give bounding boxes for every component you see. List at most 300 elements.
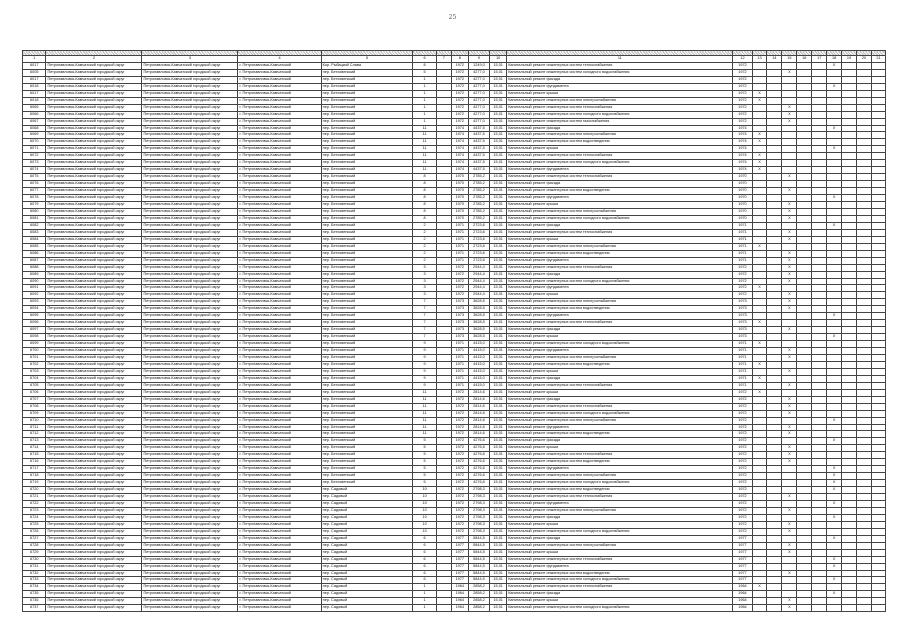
cell-m2: Х [782, 570, 797, 577]
cell-district: Петропавловск-Камчатский городской округ [142, 507, 238, 514]
cell-city: г. Петропавловск-Камчатский [238, 285, 321, 292]
cell-empty [857, 584, 872, 591]
cell-m1 [752, 507, 767, 514]
cell-empty [797, 215, 812, 222]
cell-house: 11 [413, 389, 436, 396]
cell-district: Петропавловск-Камчатский городской округ [142, 417, 238, 424]
cell-region: Петропавловск-Камчатский городской округ [46, 271, 142, 278]
cell-district: Петропавловск-Камчатский городской округ [142, 215, 238, 222]
cell-rate: 15,01 [490, 76, 507, 83]
cell-empty [767, 97, 782, 104]
cell-empty [436, 417, 451, 424]
cell-rate: 15,01 [490, 104, 507, 111]
cell-empty [812, 243, 827, 250]
cell-empty [857, 334, 872, 341]
cell-empty [767, 146, 782, 153]
cell-plan: 1972 [733, 521, 752, 528]
cell-empty [797, 90, 812, 97]
cell-district: Петропавловск-Камчатский городской округ [142, 125, 238, 132]
cell-rate: 15,01 [490, 354, 507, 361]
cell-year: 1972 [451, 501, 468, 508]
cell-work: Капитальный ремонт инженерных систем электроснабжения [507, 208, 733, 215]
cell-empty [871, 160, 885, 167]
cell-year: 1974 [451, 167, 468, 174]
cell-plan: 1972 [733, 90, 752, 97]
cell-work: Капитальный ремонт фасада [507, 222, 733, 229]
cell-house: 10 [413, 507, 436, 514]
cell-region: Петропавловск-Камчатский городской округ [46, 125, 142, 132]
cell-empty [436, 313, 451, 320]
cell-empty [857, 208, 872, 215]
cell-empty [857, 487, 872, 494]
cell-m1 [752, 278, 767, 285]
cell-empty [857, 368, 872, 375]
cell-rate: 15,01 [490, 459, 507, 466]
cell-empty [767, 229, 782, 236]
cell-m1 [752, 431, 767, 438]
cell-city: г. Петропавловск-Камчатский [238, 403, 321, 410]
cell-region: Петропавловск-Камчатский городской округ [46, 69, 142, 76]
table-row [23, 535, 886, 542]
cell-district: Петропавловск-Камчатский городской округ [142, 438, 238, 445]
cell-m2: Х [782, 257, 797, 264]
cell-empty [871, 487, 885, 494]
cell-street: пер. Садовый [321, 528, 413, 535]
cell-m3 [827, 445, 842, 452]
cell-empty [857, 313, 872, 320]
cell-plan: 1971 [733, 375, 752, 382]
cell-house: 5 [413, 459, 436, 466]
cell-m2: Х [782, 424, 797, 431]
cell-m3 [827, 167, 842, 174]
cell-m1 [752, 146, 767, 153]
cell-m3 [827, 459, 842, 466]
cell-no: 6715 [23, 452, 46, 459]
cell-plan: 1973 [733, 320, 752, 327]
cell-empty [871, 208, 885, 215]
cell-year: 1973 [451, 306, 468, 313]
cell-city: г. Петропавловск-Камчатский [238, 445, 321, 452]
cell-city: г. Петропавловск-Камчатский [238, 480, 321, 487]
cell-m2 [782, 320, 797, 327]
cell-city: г. Петропавловск-Камчатский [238, 348, 321, 355]
cell-street: пер. Бетховенский [321, 90, 413, 97]
cell-empty [857, 299, 872, 306]
cell-region: Петропавловск-Камчатский городской округ [46, 368, 142, 375]
cell-empty [871, 403, 885, 410]
cell-m2 [782, 146, 797, 153]
cell-district: Петропавловск-Камчатский городской округ [142, 195, 238, 202]
cell-empty [812, 354, 827, 361]
cell-empty [871, 424, 885, 431]
cell-city: г. Петропавловск-Камчатский [238, 271, 321, 278]
cell-empty [812, 368, 827, 375]
cell-empty [857, 361, 872, 368]
cell-empty [857, 160, 872, 167]
cell-area: 2944,4 [468, 292, 489, 299]
cell-no: 6077 [23, 188, 46, 195]
cell-city: г. Петропавловск-Камчатский [238, 167, 321, 174]
cell-empty [842, 257, 857, 264]
cell-no: 6098 [23, 334, 46, 341]
cell-empty [857, 438, 872, 445]
cell-work: Капитальный ремонт инженерных систем водоотведения [507, 306, 733, 313]
cell-rate: 15,01 [490, 389, 507, 396]
cell-m3 [827, 507, 842, 514]
cell-rate: 15,01 [490, 146, 507, 153]
cell-year: 1972 [451, 494, 468, 501]
cell-plan: 1971 [733, 341, 752, 348]
cell-m1 [752, 542, 767, 549]
cell-work: Капитальный ремонт фасада [507, 375, 733, 382]
cell-rate: 15,01 [490, 62, 507, 69]
cell-work: Капитальный ремонт инженерных систем теплоснабжения [507, 556, 733, 563]
cell-city: г. Петропавловск-Камчатский [238, 452, 321, 459]
cell-empty [842, 90, 857, 97]
cell-rate: 15,01 [490, 598, 507, 605]
cell-region: Петропавловск-Камчатский городской округ [46, 403, 142, 410]
cell-area: 4415,0 [468, 348, 489, 355]
cell-empty [871, 570, 885, 577]
cell-house: 6 [413, 542, 436, 549]
cell-year: 1972 [451, 278, 468, 285]
cell-house: 1 [413, 591, 436, 598]
cell-empty [812, 361, 827, 368]
cell-empty [436, 563, 451, 570]
cell-empty [857, 514, 872, 521]
cell-region: Петропавловск-Камчатский городской округ [46, 431, 142, 438]
cell-m2 [782, 139, 797, 146]
cell-m1 [752, 69, 767, 76]
cell-m1 [752, 382, 767, 389]
cell-work: Капитальный ремонт крыши [507, 236, 733, 243]
cell-rate: 15,01 [490, 528, 507, 535]
cell-empty [842, 83, 857, 90]
cell-empty [842, 584, 857, 591]
cell-empty [436, 278, 451, 285]
cell-work: Капитальный ремонт инженерных систем теплоснабжения [507, 153, 733, 160]
cell-empty [812, 174, 827, 181]
cell-empty [871, 556, 885, 563]
cell-region: Петропавловск-Камчатский городской округ [46, 584, 142, 591]
cell-plan: 1972 [733, 83, 752, 90]
cell-empty [436, 264, 451, 271]
cell-work: Капитальный ремонт крыши [507, 368, 733, 375]
cell-plan: 1972 [733, 271, 752, 278]
cell-work: Капитальный ремонт инженерных систем теплоснабжения [507, 584, 733, 591]
cell-empty [436, 125, 451, 132]
cell-empty [436, 90, 451, 97]
cell-work: Капитальный ремонт инженерных систем электроснабжения [507, 473, 733, 480]
cell-empty [797, 202, 812, 209]
cell-area: 2814,6 [468, 431, 489, 438]
cell-m3 [827, 494, 842, 501]
cell-empty [812, 577, 827, 584]
cell-m3 [827, 521, 842, 528]
cell-city: г. Петропавловск-Камчатский [238, 202, 321, 209]
cell-empty [797, 146, 812, 153]
cell-empty [797, 382, 812, 389]
cell-empty [871, 473, 885, 480]
cell-rate: 15,01 [490, 368, 507, 375]
cell-empty [797, 396, 812, 403]
cell-no: 6094 [23, 306, 46, 313]
cell-house: 11 [413, 410, 436, 417]
cell-house: 1 [413, 118, 436, 125]
cell-plan: 1972 [733, 410, 752, 417]
cell-no: 6097 [23, 327, 46, 334]
cell-m3 [827, 243, 842, 250]
cell-area: 2814,6 [468, 389, 489, 396]
table-row [23, 264, 886, 271]
cell-plan: 1974 [733, 146, 752, 153]
cell-street: пер. Бетховенский [321, 403, 413, 410]
cell-m2 [782, 389, 797, 396]
cell-house: 11 [413, 139, 436, 146]
cell-year: 1972 [451, 452, 468, 459]
cell-m1 [752, 327, 767, 334]
cell-district: Петропавловск-Камчатский городской округ [142, 466, 238, 473]
table-row [23, 466, 886, 473]
cell-street: пер. Бетховенский [321, 466, 413, 473]
cell-m3: Х [827, 313, 842, 320]
cell-m1 [752, 125, 767, 132]
cell-region: Петропавловск-Камчатский городской округ [46, 62, 142, 69]
cell-year: 1964 [451, 598, 468, 605]
cell-empty [436, 306, 451, 313]
table-row [23, 125, 886, 132]
cell-area: 4437,5 [468, 146, 489, 153]
table-row [23, 361, 886, 368]
cell-no: 6074 [23, 167, 46, 174]
cell-empty [842, 313, 857, 320]
cell-street: пер. Садовый [321, 535, 413, 542]
cell-house: 3 [413, 292, 436, 299]
cell-empty [857, 278, 872, 285]
cell-empty [767, 132, 782, 139]
cell-empty [436, 104, 451, 111]
cell-year: 1971 [451, 361, 468, 368]
cell-empty [812, 76, 827, 83]
cell-empty [871, 257, 885, 264]
cell-house: 5 [413, 452, 436, 459]
cell-district: Петропавловск-Камчатский городской округ [142, 494, 238, 501]
cell-empty [871, 452, 885, 459]
cell-year: 1971 [451, 348, 468, 355]
cell-m2: Х [782, 118, 797, 125]
table-row [23, 181, 886, 188]
cell-rate: 15,01 [490, 382, 507, 389]
cell-year: 1977 [451, 570, 468, 577]
cell-m2: Х [782, 528, 797, 535]
cell-rate: 15,01 [490, 563, 507, 570]
cell-district: Петропавловск-Камчатский городской округ [142, 452, 238, 459]
cell-year: 1972 [451, 69, 468, 76]
cell-m2 [782, 181, 797, 188]
cell-work: Капитальный ремонт крыши [507, 445, 733, 452]
cell-street: пер. Бетховенский [321, 208, 413, 215]
table-row [23, 410, 886, 417]
cell-empty [797, 403, 812, 410]
cell-year: 1972 [451, 104, 468, 111]
cell-rate: 15,01 [490, 521, 507, 528]
cell-house: 9 [413, 375, 436, 382]
cell-empty [767, 389, 782, 396]
cell-m1 [752, 570, 767, 577]
cell-empty [857, 480, 872, 487]
table-row [23, 494, 886, 501]
cell-house: 8 [413, 181, 436, 188]
cell-rate: 15,01 [490, 424, 507, 431]
cell-m1: Х [752, 584, 767, 591]
cell-house: 10 [413, 521, 436, 528]
cell-plan: 1972 [733, 389, 752, 396]
cell-street: пер. Садовый [321, 507, 413, 514]
cell-house: 9 [413, 354, 436, 361]
cell-district: Петропавловск-Камчатский городской округ [142, 306, 238, 313]
cell-no: 6089 [23, 271, 46, 278]
cell-year: 1972 [451, 118, 468, 125]
cell-work: Капитальный ремонт инженерных систем холодного водоснабжения [507, 577, 733, 584]
cell-street: пер. Бетховенский [321, 327, 413, 334]
cell-house: 7 [413, 320, 436, 327]
cell-district: Петропавловск-Камчатский городской округ [142, 111, 238, 118]
cell-area: 2944,4 [468, 271, 489, 278]
cell-house: 9 [413, 341, 436, 348]
cell-empty [871, 466, 885, 473]
cell-area: 4415,0 [468, 382, 489, 389]
cell-empty [767, 83, 782, 90]
cell-empty [871, 438, 885, 445]
cell-region: Петропавловск-Камчатский городской округ [46, 111, 142, 118]
cell-m3 [827, 549, 842, 556]
cell-empty [857, 320, 872, 327]
cell-m1 [752, 174, 767, 181]
cell-area: 4277,0 [468, 118, 489, 125]
table-row [23, 417, 886, 424]
cell-street: пер. Бетховенский [321, 181, 413, 188]
cell-m1 [752, 118, 767, 125]
cell-empty [436, 452, 451, 459]
cell-rate: 15,01 [490, 473, 507, 480]
cell-empty [812, 153, 827, 160]
table-row [23, 487, 886, 494]
cell-plan: 1964 [733, 584, 752, 591]
cell-empty [871, 188, 885, 195]
cell-m1: Х [752, 285, 767, 292]
cell-empty [857, 236, 872, 243]
column-number: 3 [142, 56, 238, 63]
cell-city: г. Петропавловск-Камчатский [238, 181, 321, 188]
cell-no: 6711 [23, 424, 46, 431]
cell-empty [842, 334, 857, 341]
cell-house: 5 [413, 69, 436, 76]
cell-plan: 1974 [733, 153, 752, 160]
cell-area: 3628,5 [468, 334, 489, 341]
cell-area: 4276,6 [468, 445, 489, 452]
cell-empty [842, 146, 857, 153]
cell-m3: Х [827, 195, 842, 202]
cell-m1 [752, 445, 767, 452]
cell-no: 6735 [23, 591, 46, 598]
cell-m2: Х [782, 382, 797, 389]
cell-empty [871, 389, 885, 396]
cell-street: пер. Бетховенский [321, 396, 413, 403]
cell-empty [812, 202, 827, 209]
cell-empty [812, 285, 827, 292]
cell-region: Петропавловск-Камчатский городской округ [46, 459, 142, 466]
cell-m3 [827, 153, 842, 160]
cell-empty [767, 181, 782, 188]
cell-rate: 15,01 [490, 167, 507, 174]
cell-work: Капитальный ремонт инженерных систем водоотведения [507, 431, 733, 438]
cell-m2 [782, 556, 797, 563]
cell-area: 2723,6 [468, 222, 489, 229]
cell-house: 11 [413, 403, 436, 410]
cell-empty [842, 153, 857, 160]
cell-year: 1971 [451, 375, 468, 382]
cell-area: 2723,6 [468, 250, 489, 257]
cell-empty [812, 313, 827, 320]
cell-empty [436, 285, 451, 292]
cell-plan: 1971 [733, 243, 752, 250]
cell-year: 1973 [451, 313, 468, 320]
cell-m2: Х [782, 431, 797, 438]
cell-plan: 1972 [733, 514, 752, 521]
cell-plan: 1972 [733, 494, 752, 501]
cell-empty [842, 181, 857, 188]
cell-house: 8 [413, 174, 436, 181]
cell-empty [812, 584, 827, 591]
cell-m3 [827, 181, 842, 188]
cell-empty [812, 375, 827, 382]
cell-empty [812, 83, 827, 90]
cell-year: 1974 [451, 132, 468, 139]
table-row [23, 382, 886, 389]
cell-empty [857, 167, 872, 174]
cell-empty [797, 591, 812, 598]
cell-house: 9 [413, 348, 436, 355]
cell-empty [857, 445, 872, 452]
cell-no: 6092 [23, 292, 46, 299]
cell-m3 [827, 452, 842, 459]
cell-empty [842, 528, 857, 535]
cell-year: 1977 [451, 577, 468, 584]
cell-area: 5844,5 [468, 577, 489, 584]
cell-area: 2858,2 [468, 591, 489, 598]
table-row [23, 507, 886, 514]
cell-empty [871, 591, 885, 598]
cell-empty [871, 528, 885, 535]
cell-m3 [827, 69, 842, 76]
cell-no: 6075 [23, 174, 46, 181]
cell-empty [436, 215, 451, 222]
cell-empty [797, 542, 812, 549]
cell-rate: 15,01 [490, 90, 507, 97]
cell-no: 6729 [23, 549, 46, 556]
cell-no: 6704 [23, 375, 46, 382]
cell-year: 1973 [451, 320, 468, 327]
cell-plan: 1971 [733, 236, 752, 243]
cell-empty [812, 542, 827, 549]
cell-year: 1972 [451, 521, 468, 528]
cell-m2 [782, 195, 797, 202]
cell-empty [812, 125, 827, 132]
cell-year: 1972 [451, 417, 468, 424]
column-number: 11 [507, 56, 733, 63]
cell-rate: 15,01 [490, 285, 507, 292]
cell-m3 [827, 410, 842, 417]
